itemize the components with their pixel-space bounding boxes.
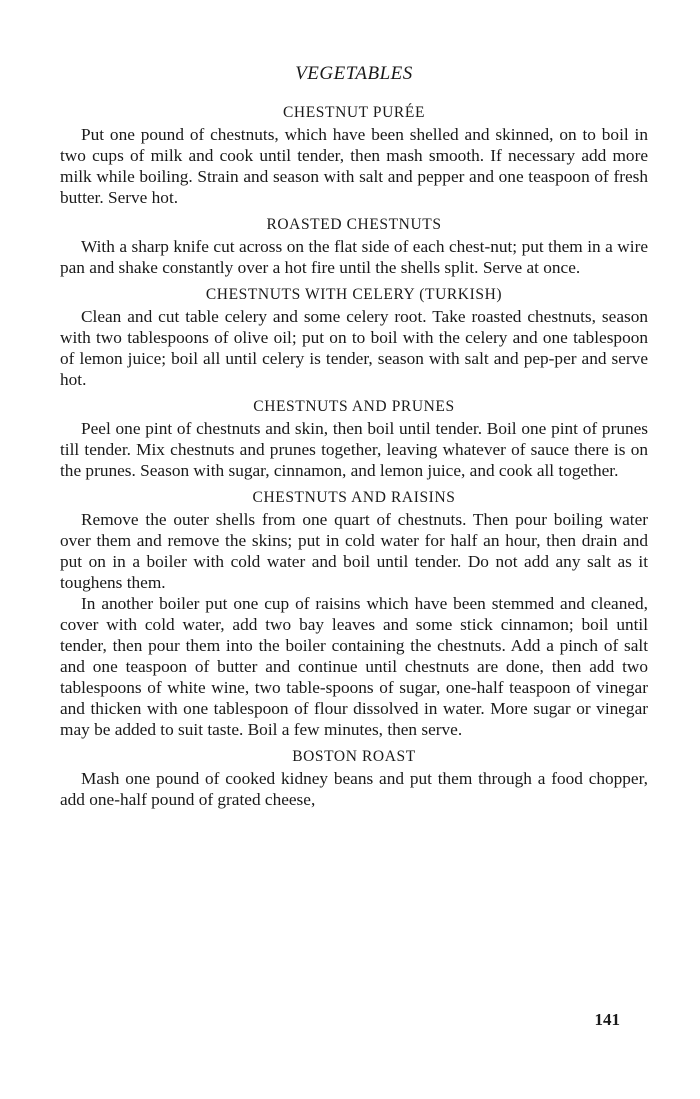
recipe-paragraph: In another boiler put one cup of raisins which have been stemmed and cleaned, cover with cold water, add two bay leaves and some stick cinnamon; boil until tender, then pour them into the boiler containing the chestnuts. Add a pinch of salt and one teaspoon of butter and continue until chestnuts are done, then add two tablespoons of white wine, two table-spoons of sugar, one-half teaspoon of vinegar and thicken with one tablespoon of flour dissolved in water. More sugar or vinegar may be added to suit taste. Boil a few minutes, then serve. [60,594,648,739]
recipe-paragraph: With a sharp knife cut across on the flat side of each chest-nut; put them in a wire pan and shake constantly over a hot fire until the shells split. Serve at once. [60,237,648,277]
recipe-paragraph: Mash one pound of cooked kidney beans and put them through a food chopper, add one-half pound of grated cheese, [60,769,648,809]
recipe-title: CHESTNUTS WITH CELERY (TURKISH) [205,286,503,303]
running-head: VEGETABLES [295,63,413,84]
recipe-chestnuts-and-raisins [60,487,648,740]
recipe-roasted-chestnuts [60,214,648,278]
recipe-title: CHESTNUT PURÉE [282,104,426,121]
recipe-title: CHESTNUTS AND RAISINS [252,489,456,506]
recipe-title: CHESTNUTS AND PRUNES [253,398,455,415]
recipe-title: ROASTED CHESTNUTS [266,216,442,233]
recipe-title: BOSTON ROAST [292,748,416,765]
recipe-boston-roast [60,746,648,810]
recipe-chestnut-puree [60,102,648,208]
page-number: 141 [594,1010,620,1029]
page-body [60,62,648,816]
recipe-paragraph: Remove the outer shells from one quart of chestnuts. Then pour boiling water over them and remove the skins; put in cold water for half an hour, then drain and put on in a boiler with cold water and boil until tender. Do not add any salt as it toughens them. [60,510,648,592]
recipe-paragraph: Clean and cut table celery and some celery root. Take roasted chestnuts, season with two tablespoons of olive oil; put on to boil with the celery and one tablespoon of lemon juice; boil all until celery is tender, season with salt and pep-per and serve hot. [60,307,648,389]
recipe-paragraph: Put one pound of chestnuts, which have been shelled and skinned, on to boil in two cups of milk and cook until tender, then mash smooth. If necessary add more milk while boiling. Strain and season with salt and pepper and one teaspoon of fresh butter. Serve hot. [60,125,648,207]
recipe-chestnuts-and-prunes [60,396,648,481]
recipe-chestnuts-with-celery [60,284,648,390]
recipe-paragraph: Peel one pint of chestnuts and skin, then boil until tender. Boil one pint of prunes till tender. Mix chestnuts and prunes together, leaving whatever of sauce there is on the prunes. Season with sugar, cinnamon, and lemon juice, and cook all together. [60,419,648,480]
